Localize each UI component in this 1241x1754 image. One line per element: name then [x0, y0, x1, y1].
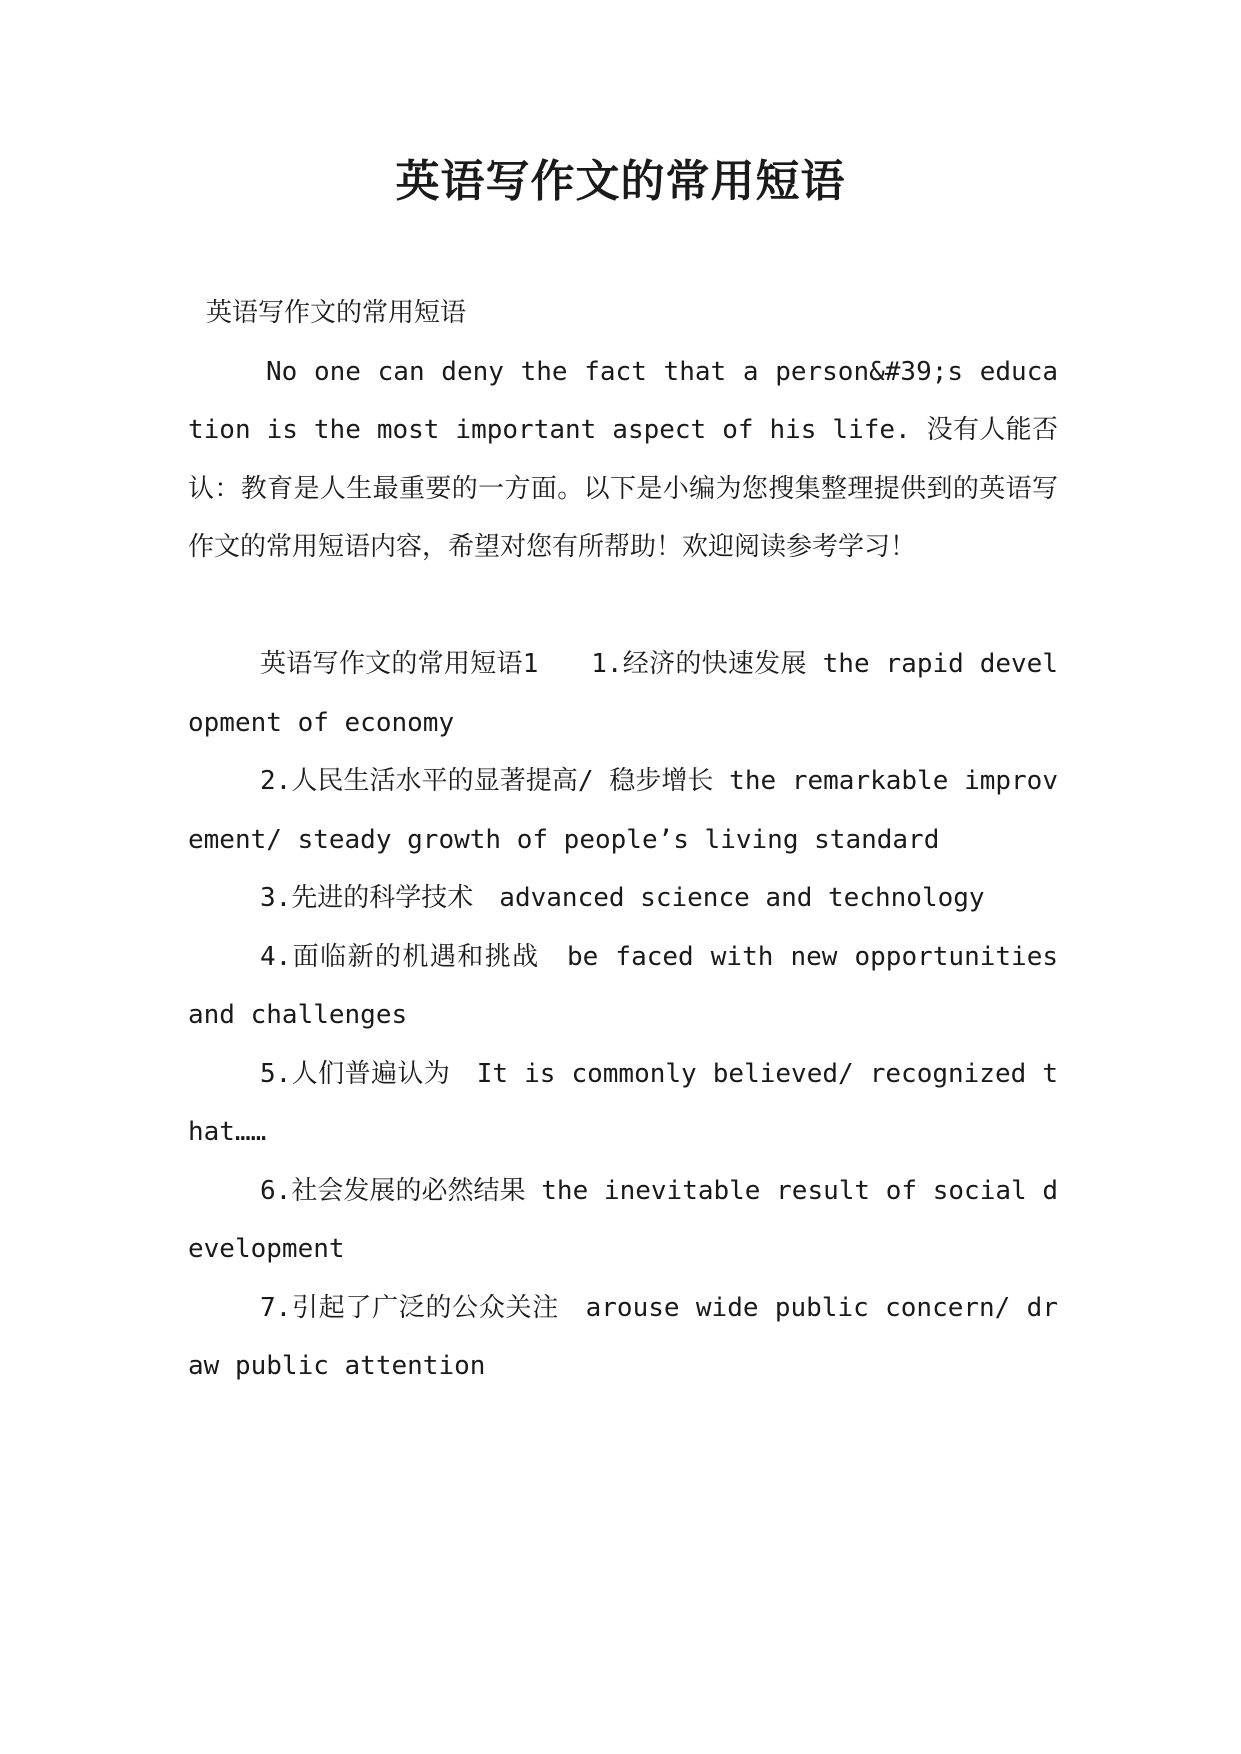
phrase-item: 6.社会发展的必然结果 the inevitable result of social development: [188, 1175, 1058, 1264]
phrase-item: 4.面临新的机遇和挑战 be faced with new opportunities and challenges: [188, 941, 1058, 1030]
document-title: 英语写作文的常用短语: [395, 156, 846, 207]
document-body: [188, 284, 1058, 1396]
phrase-item: 2.人民生活水平的显著提高/ 稳步增长 the remarkable improvement/ steady growth of people’s living standard: [188, 766, 1058, 855]
phrase-item: 5.人们普遍认为 It is commonly believed/ recognized that……: [188, 1058, 1058, 1147]
intro-paragraph: No one can deny the fact that a person&#39;s education is the most important aspect of his life. 没有人能否认：教育是人生最重要的一方面。以下是小编为您搜集整理提供到的英语写作文的常用短语内容，希望对您有所帮助！欢迎阅读参考学习！: [188, 356, 1058, 562]
phrase-item: 英语写作文的常用短语1 1.经济的快速发展 the rapid development of economy: [188, 649, 1058, 738]
document-subtitle: 英语写作文的常用短语: [206, 298, 467, 328]
paragraph-spacer: [188, 577, 1058, 636]
phrase-item: 7.引起了广泛的公众关注 arouse wide public concern/ draw public attention: [188, 1292, 1058, 1381]
phrase-item: 3.先进的科学技术 advanced science and technology: [260, 883, 985, 913]
